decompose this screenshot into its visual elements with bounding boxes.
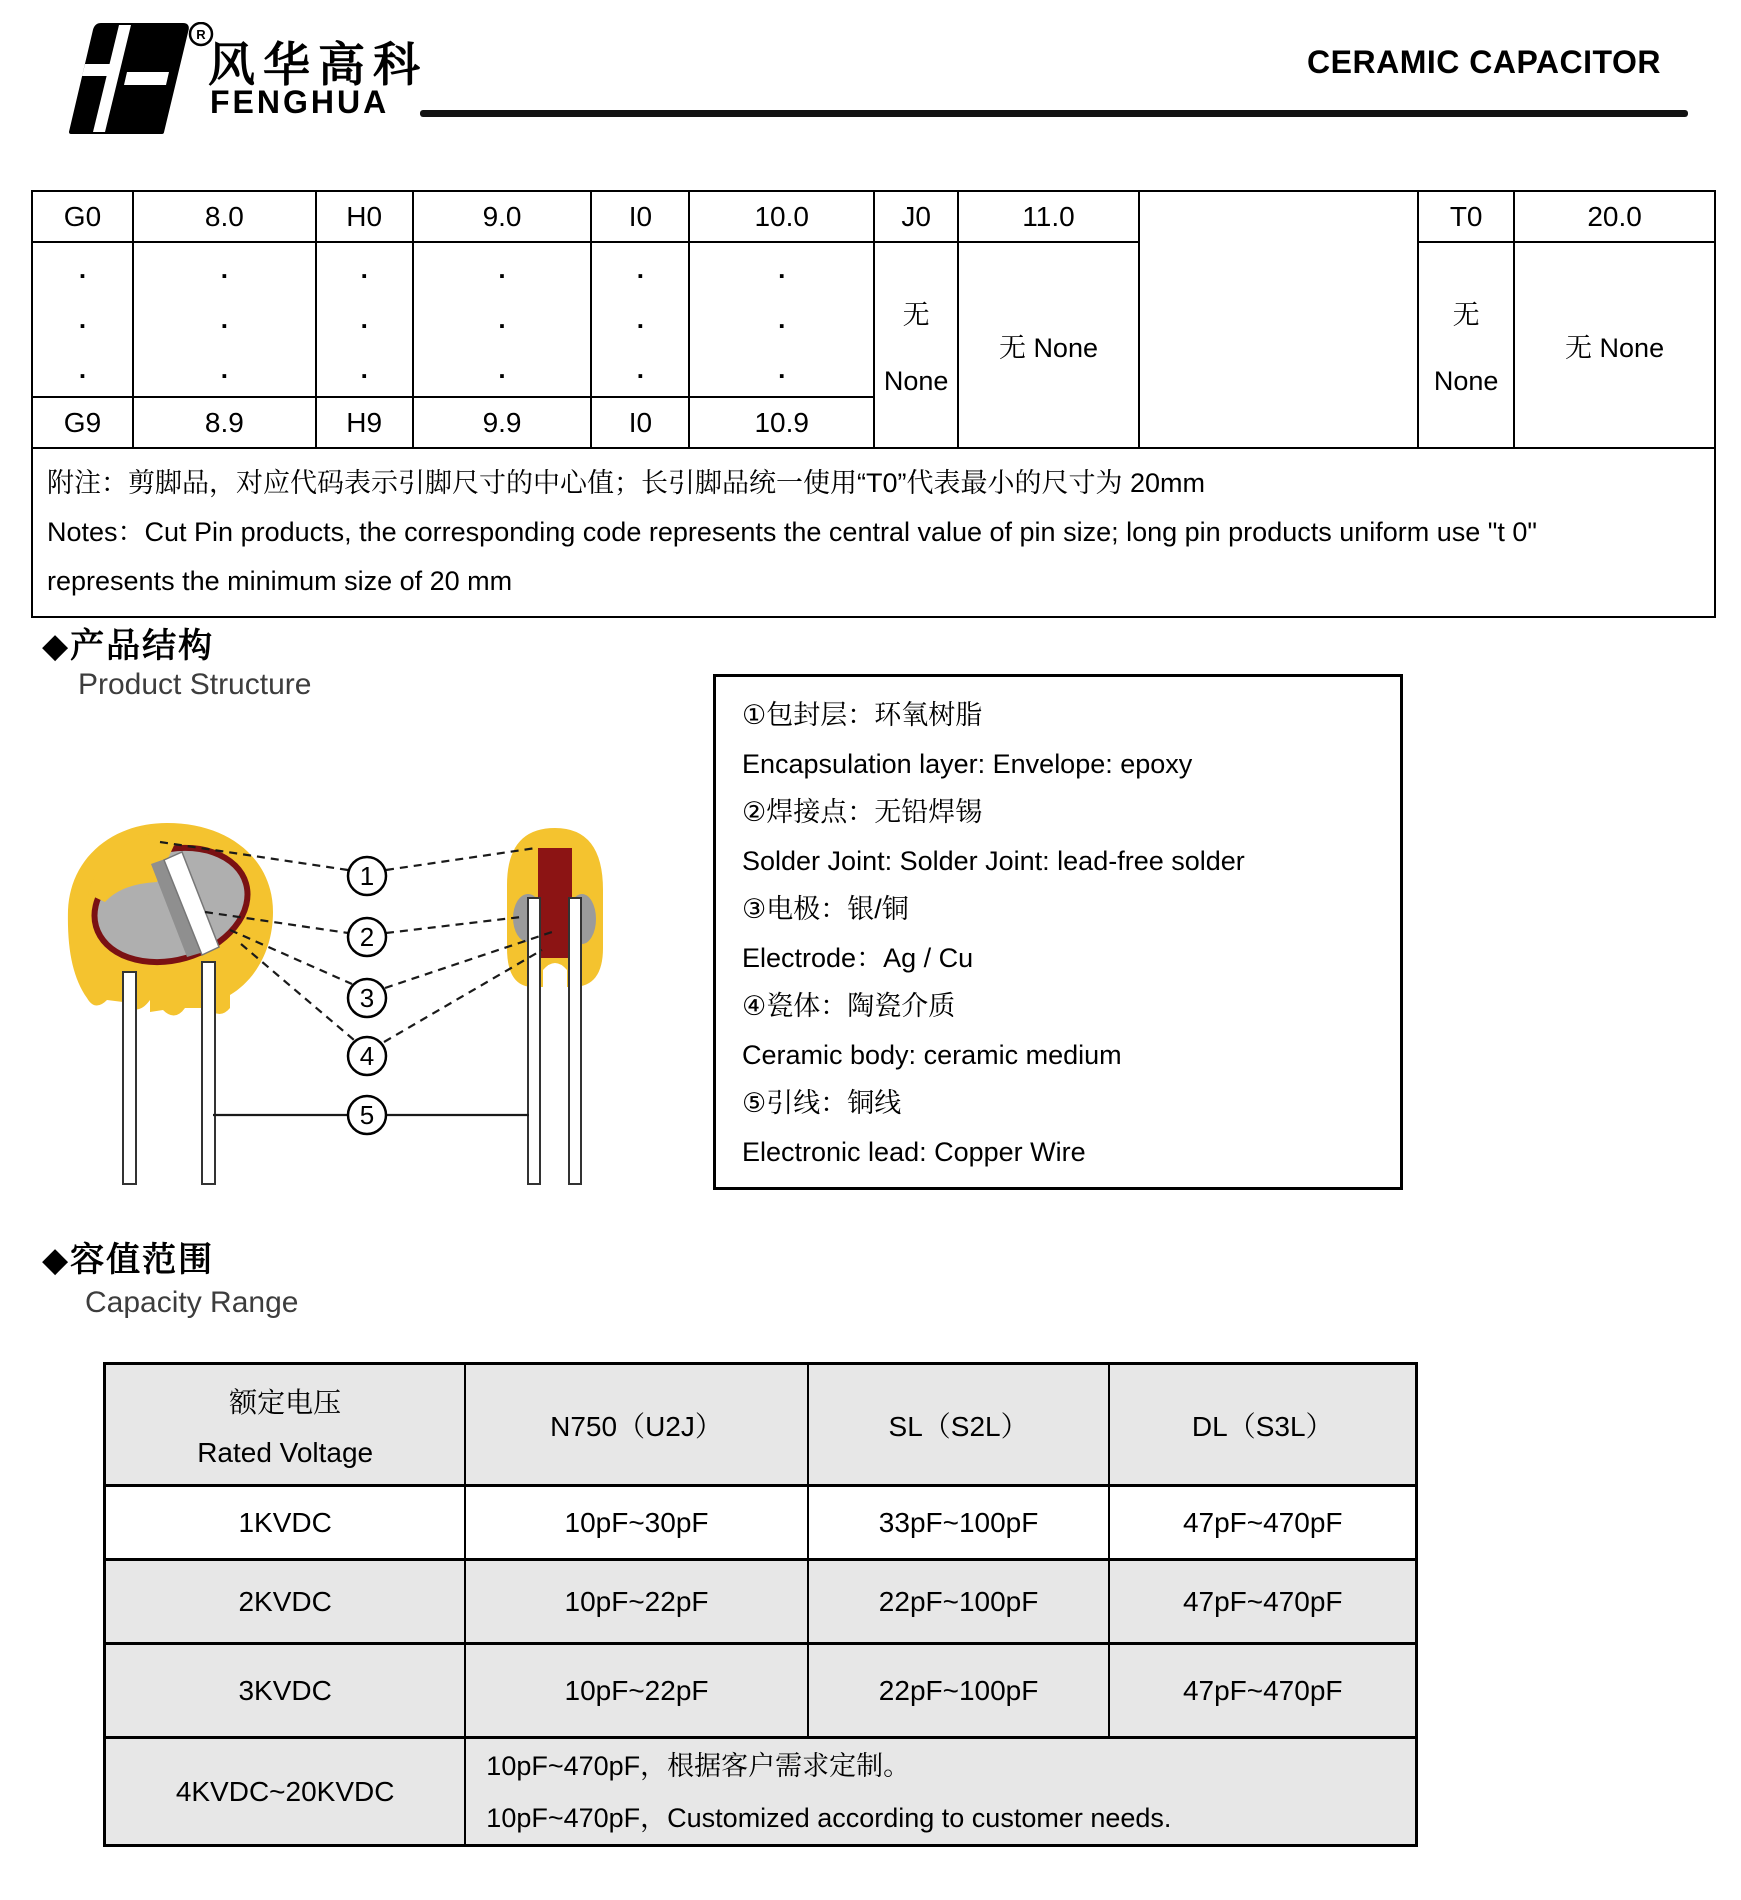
ellipsis-cell: . . . (133, 242, 316, 397)
none-cell: 无 None (874, 242, 958, 448)
note-line-en2: represents the minimum size of 20 mm (47, 566, 513, 596)
custom-range-line-cn: 10pF~470pF，根据客户需求定制。 (486, 1750, 911, 1781)
none-cell: 无 None (958, 242, 1139, 448)
custom-range-cell (465, 1738, 1416, 1846)
table-row (32, 242, 1715, 397)
none-cell: 无 None (1418, 242, 1514, 448)
disc-capacitor-front-view (68, 823, 273, 1184)
callout-2-label: 2 (359, 922, 375, 952)
callout-3-label: 3 (359, 983, 375, 1013)
code-cell: H9 (316, 397, 413, 448)
header-rated-voltage: 额定电压 Rated Voltage (105, 1364, 466, 1486)
legend-line: Ceramic body: ceramic medium (742, 1039, 1122, 1070)
ellipsis-cell: . . . (689, 242, 874, 397)
custom-range-line-en: 10pF~470pF，Customized according to customer needs. (486, 1802, 1172, 1833)
registered-mark: R (196, 27, 206, 42)
header-sl: SL（S2L） (808, 1364, 1110, 1486)
table-header-row (105, 1364, 1417, 1486)
pin-code-table (31, 190, 1716, 618)
code-cell: G9 (32, 397, 133, 448)
voltage-cell: 4KVDC~20KVDC (105, 1738, 466, 1846)
range-cell: 47pF~470pF (1109, 1644, 1416, 1738)
legend-line: Solder Joint: Solder Joint: lead-free solder (742, 845, 1245, 876)
callout-4-label: 4 (359, 1041, 375, 1071)
legend-line: Encapsulation layer: Envelope: epoxy (742, 748, 1193, 779)
range-cell: 10pF~22pF (465, 1644, 807, 1738)
section-title-product-structure-en: Product Structure (78, 668, 312, 701)
ellipsis-cell: . . . (32, 242, 133, 397)
callout-1-label: 1 (359, 861, 375, 891)
range-cell: 22pF~100pF (808, 1560, 1110, 1644)
ellipsis-cell: . . . (413, 242, 592, 397)
voltage-cell: 3KVDC (105, 1644, 466, 1738)
table-row (32, 448, 1715, 617)
legend-line: ⑤引线：铜线 (742, 1088, 902, 1118)
legend-line: ①包封层：环氧树脂 (742, 700, 983, 730)
empty-cell (1139, 191, 1418, 448)
code-cell: G0 (32, 191, 133, 242)
table-row (105, 1738, 1417, 1846)
table-row (32, 191, 1715, 242)
legend-line: ④瓷体：陶瓷介质 (742, 991, 956, 1021)
value-cell: 11.0 (958, 191, 1139, 242)
range-cell: 10pF~22pF (465, 1560, 807, 1644)
logo-latin-text: FENGHUA (210, 84, 390, 120)
callout-5-label: 5 (359, 1100, 375, 1130)
note-line-en: Notes：Cut Pin products, the corresponding code represents the central value of pin size; long pin products uniform use "t 0" (47, 517, 1537, 547)
header-divider (420, 110, 1688, 117)
fenghua-logo-icon (55, 22, 220, 134)
page-title: CERAMIC CAPACITOR (1307, 44, 1661, 80)
disc-capacitor-side-view (507, 828, 603, 1184)
voltage-cell: 1KVDC (105, 1486, 466, 1560)
range-cell: 47pF~470pF (1109, 1486, 1416, 1560)
value-cell: 20.0 (1514, 191, 1715, 242)
notes-cell (32, 448, 1715, 617)
value-cell: 9.0 (413, 191, 592, 242)
legend-line: ②焊接点：无铅焊锡 (742, 797, 983, 827)
callout-line-2-right (386, 917, 521, 933)
range-cell: 10pF~30pF (465, 1486, 807, 1560)
voltage-cell: 2KVDC (105, 1560, 466, 1644)
header-dl: DL（S3L） (1109, 1364, 1416, 1486)
value-cell: 8.0 (133, 191, 316, 242)
none-cell: 无 None (1514, 242, 1715, 448)
range-cell: 22pF~100pF (808, 1644, 1110, 1738)
legend-line: Electronic lead: Copper Wire (742, 1136, 1086, 1167)
code-cell: J0 (874, 191, 958, 242)
code-cell: T0 (1418, 191, 1514, 242)
lead-leg-right (202, 962, 215, 1184)
capacitor-structure-diagram (55, 790, 665, 1210)
code-cell: I0 (591, 397, 689, 448)
structure-legend-box (713, 674, 1403, 1190)
callout-line-4-right (384, 950, 542, 1042)
range-cell: 33pF~100pF (808, 1486, 1110, 1560)
ellipsis-cell: . . . (591, 242, 689, 397)
section-title-capacity-range-cn: ◆容值范围 (42, 1241, 215, 1279)
table-row (105, 1560, 1417, 1644)
capacity-range-table (103, 1362, 1418, 1847)
value-cell: 10.0 (689, 191, 874, 242)
note-line-cn: 附注：剪脚品，对应代码表示引脚尺寸的中心值；长引脚品统一使用“T0”代表最小的尺寸为 20mm (47, 468, 1206, 498)
value-cell: 8.9 (133, 397, 316, 448)
range-cell: 47pF~470pF (1109, 1560, 1416, 1644)
code-cell: H0 (316, 191, 413, 242)
value-cell: 10.9 (689, 397, 874, 448)
value-cell: 9.9 (413, 397, 592, 448)
legend-line: ③电极：银/铜 (742, 894, 909, 924)
table-row (105, 1486, 1417, 1560)
table-row (105, 1644, 1417, 1738)
ceramic-slab (538, 848, 572, 958)
header-n750: N750（U2J） (465, 1364, 807, 1486)
section-title-product-structure-cn: ◆产品结构 (42, 627, 215, 665)
logo-chinese-text: 风华高科 (208, 38, 428, 91)
lead-leg-right (569, 898, 581, 1184)
legend-line: Electrode：Ag / Cu (742, 942, 974, 973)
callout-badges (348, 857, 386, 1134)
section-title-capacity-range-en: Capacity Range (85, 1286, 299, 1319)
code-cell: I0 (591, 191, 689, 242)
ellipsis-cell: . . . (316, 242, 413, 397)
lead-leg-left (528, 898, 540, 1184)
lead-leg-left (123, 972, 136, 1184)
